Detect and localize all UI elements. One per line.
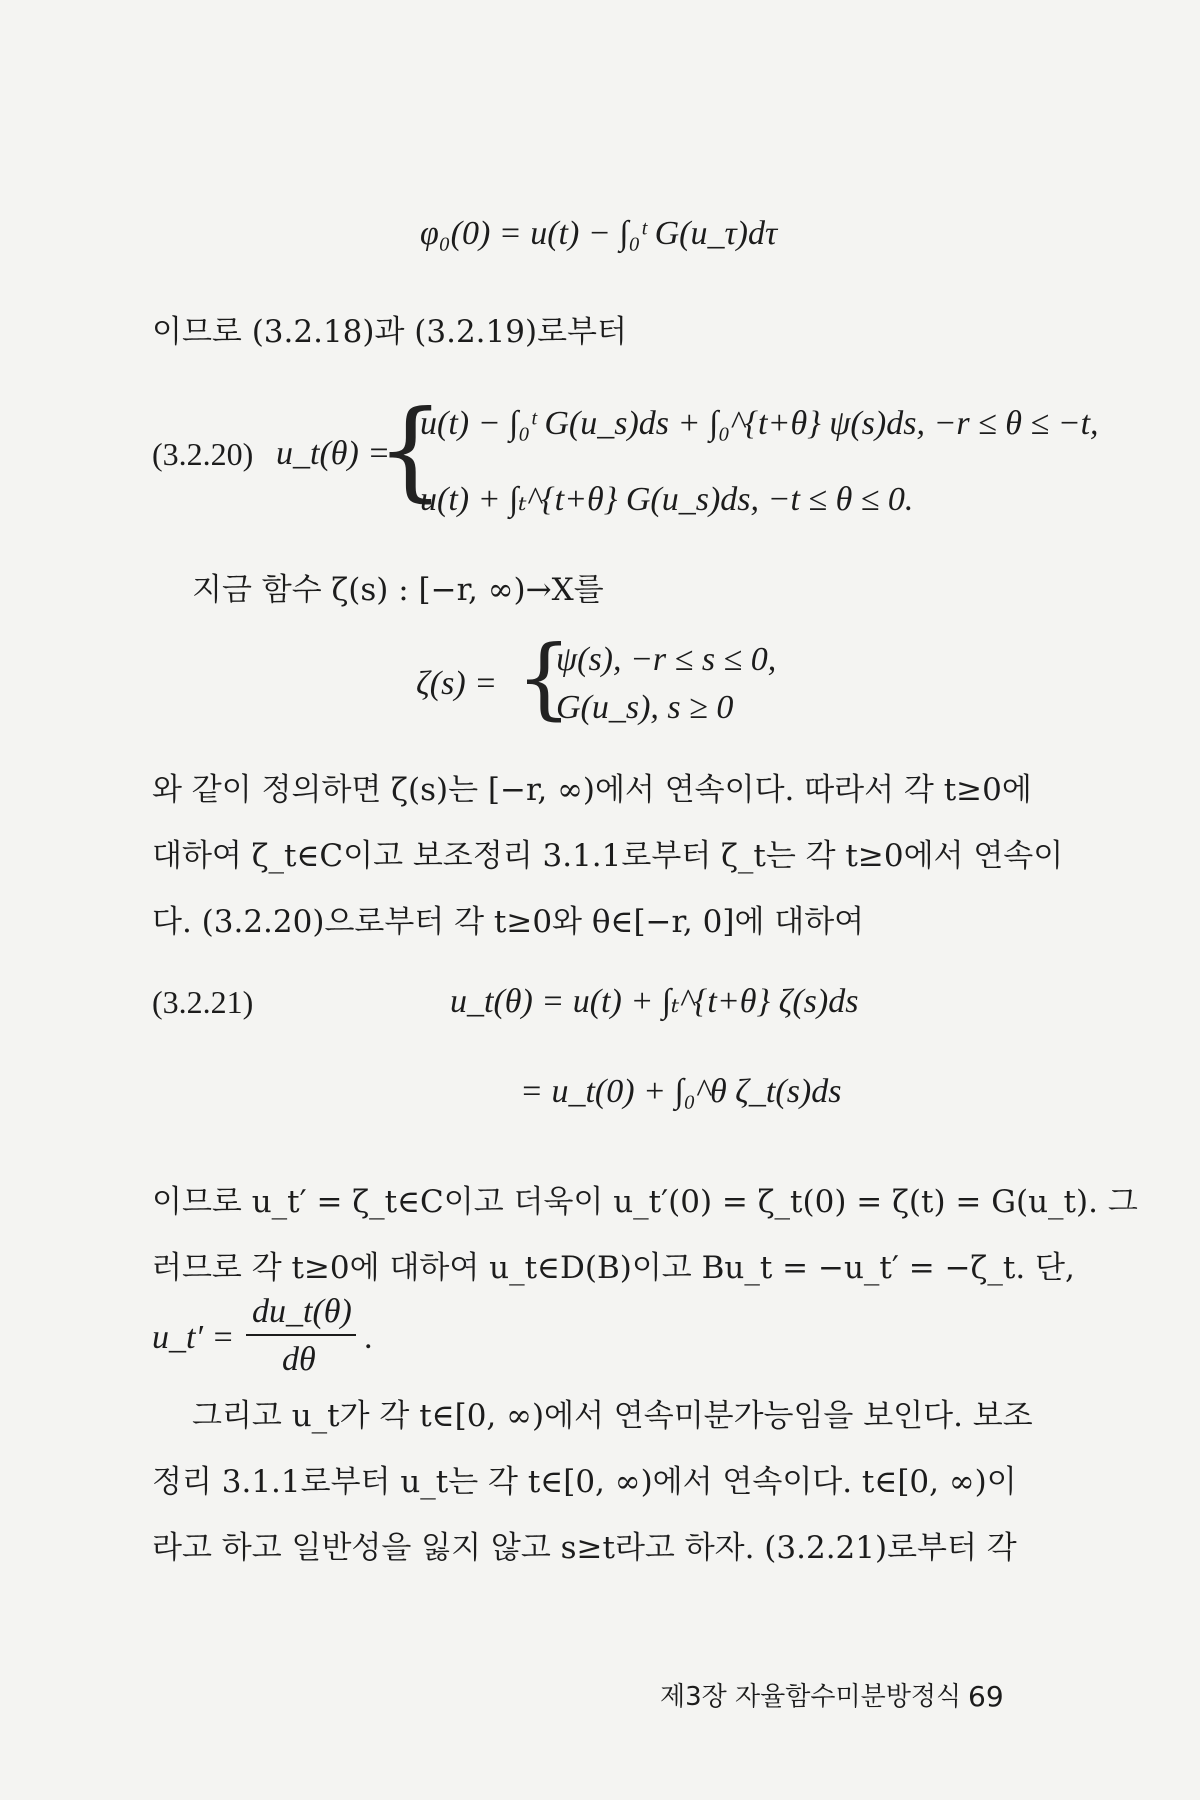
text-line-2: 지금 함수 ζ(s) : [−r, ∞)→X를 xyxy=(192,572,604,608)
equation-3-2-20-case2: u(t) + ∫ₜ^{t+θ} G(u_s)ds, −t ≤ θ ≤ 0. xyxy=(420,481,914,518)
text-line-1: 이므로 (3.2.18)과 (3.2.19)로부터 xyxy=(152,314,627,350)
paragraph-3-line-2: 정리 3.1.1로부터 u_t는 각 t∈[0, ∞)에서 연속이다. t∈[0, ∞)이 xyxy=(152,1464,1017,1500)
fraction-denominator: dθ xyxy=(282,1341,316,1378)
paragraph-3-line-1: 그리고 u_t가 각 t∈[0, ∞)에서 연속미분가능임을 보인다. 보조 xyxy=(192,1398,1033,1434)
page-number: 69 xyxy=(968,1680,1004,1713)
left-brace-3-2-20: { xyxy=(376,388,445,513)
running-footer-chapter: 제3장 자율함수미분방정식 xyxy=(660,1682,962,1712)
paragraph-2-line-2: 러므로 각 t≥0에 대하여 u_t∈D(B)이고 Bu_t = −u_t′ = −ζ_t. 단, xyxy=(152,1250,1075,1286)
fraction-numerator: du_t(θ) xyxy=(252,1293,352,1330)
zeta-case2: G(u_s), s ≥ 0 xyxy=(556,689,734,726)
equation-phi0: φ₀(0) = u(t) − ∫₀ᵗ G(u_τ)dτ xyxy=(420,215,778,252)
left-brace-zeta: { xyxy=(516,626,572,729)
equation-number-3-2-20: (3.2.20) xyxy=(152,436,254,472)
equation-3-2-20-lhs: u_t(θ) = xyxy=(276,435,391,472)
equation-3-2-21-line2: = u_t(0) + ∫₀^θ ζ_t(s)ds xyxy=(520,1073,842,1110)
zeta-lhs: ζ(s) = xyxy=(416,665,498,702)
equation-number-3-2-21: (3.2.21) xyxy=(152,984,254,1020)
paragraph-1-line-1: 와 같이 정의하면 ζ(s)는 [−r, ∞)에서 연속이다. 따라서 각 t≥0에 xyxy=(152,772,1032,808)
paragraph-1-line-3: 다. (3.2.20)으로부터 각 t≥0와 θ∈[−r, 0]에 대하여 xyxy=(152,904,865,940)
paragraph-3-line-3: 라고 하고 일반성을 잃지 않고 s≥t라고 하자. (3.2.21)로부터 각 xyxy=(152,1530,1017,1566)
paragraph-2-line-1: 이므로 u_t′ = ζ_t∈C이고 더욱이 u_t′(0) = ζ_t(0) = ζ(t) = G(u_t). 그 xyxy=(152,1184,1138,1220)
zeta-case1: ψ(s), −r ≤ s ≤ 0, xyxy=(556,641,777,678)
fraction-lhs: u_t′ = xyxy=(152,1319,235,1356)
equation-3-2-20-case1: u(t) − ∫₀ᵗ G(u_s)ds + ∫₀^{t+θ} ψ(s)ds, −r ≤ θ ≤ −t, xyxy=(420,405,1099,442)
equation-3-2-21-line1: u_t(θ) = u(t) + ∫ₜ^{t+θ} ζ(s)ds xyxy=(450,983,859,1020)
paragraph-1-line-2: 대하여 ζ_t∈C이고 보조정리 3.1.1로부터 ζ_t는 각 t≥0에서 연속이 xyxy=(152,838,1064,874)
fraction-period: . xyxy=(364,1319,373,1356)
fraction-bar xyxy=(246,1334,356,1336)
